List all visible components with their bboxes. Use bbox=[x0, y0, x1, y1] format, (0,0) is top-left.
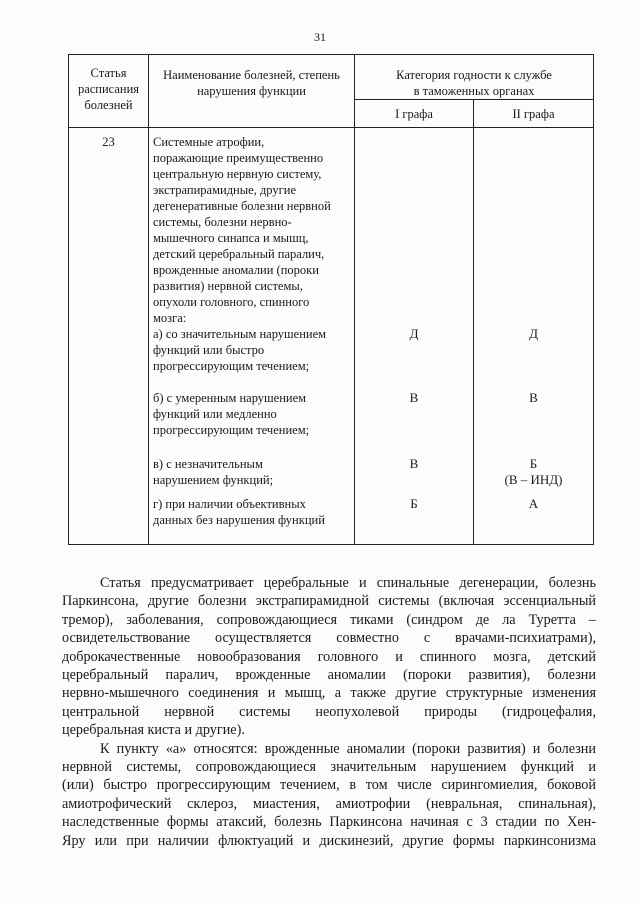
header-disease-name bbox=[149, 55, 355, 128]
paragraph-1-line: Статья предусматривает церебральные и спинальные дегенерации, болезнь bbox=[100, 575, 596, 591]
header-article-line: расписания bbox=[77, 82, 140, 96]
grade-1-a: Д bbox=[409, 326, 419, 341]
subitem-line: данных без нарушения функций bbox=[153, 513, 325, 527]
header-article bbox=[69, 55, 149, 128]
grade-1-b: В bbox=[409, 390, 419, 405]
paragraph-1-line: церебральный паралич, врожденные аномалии (пороки развития), болезни bbox=[62, 667, 596, 684]
grade-1-d: Б bbox=[410, 496, 418, 511]
intro-line: развития) нервной системы, bbox=[153, 279, 303, 293]
grade-2-c bbox=[474, 456, 593, 496]
paragraph-1-line: освидетельствование осуществляется совместно с врачами-психиатрами), bbox=[62, 630, 596, 647]
paragraph-2-line: нервной системы, сопровождающиеся значительным нарушением функций и bbox=[62, 759, 596, 776]
paragraph-1-line: тремор), заболевания, сопровождающиеся тиками (синдром де ла Туретта – bbox=[62, 611, 596, 628]
grade-2-b: В bbox=[529, 390, 538, 405]
subitem-line: прогрессирующим течением; bbox=[153, 423, 310, 437]
header-article-line: болезней bbox=[84, 98, 133, 112]
subitem-line: а) со значительным нарушением bbox=[153, 327, 327, 341]
intro-line: Системные атрофии, bbox=[153, 135, 265, 149]
grade-2-c-note: (В – ИНД) bbox=[504, 472, 563, 487]
subitem-b bbox=[153, 390, 350, 456]
disease-intro bbox=[153, 128, 350, 326]
grade-1-c: В bbox=[409, 456, 419, 471]
intro-line: системы, болезни нервно- bbox=[153, 215, 292, 229]
paragraph-1-line: Паркинсона, другие болезни экстрапирамидной системы (включая эссенциальный bbox=[62, 593, 596, 610]
intro-line: экстрапирамидные, другие bbox=[153, 183, 297, 197]
intro-line: врожденные аномалии (пороки bbox=[153, 263, 319, 277]
article-number: 23 bbox=[69, 128, 149, 545]
grade-2-c-value: Б bbox=[529, 456, 538, 471]
header-article-line: Статья bbox=[90, 66, 127, 80]
intro-line: поражающие преимущественно bbox=[153, 151, 324, 165]
subitem-line: б) с умеренным нарушением bbox=[153, 391, 307, 405]
disease-table bbox=[68, 54, 594, 545]
subitem-line: прогрессирующим течением; bbox=[153, 359, 310, 373]
paragraph-2-line: (или) быстро прогрессирующим течением, в том числе сирингомиелия, боковой bbox=[62, 777, 596, 794]
paragraph-2-line: наследственные формы атаксий, болезнь Паркинсона начиная с 3 стадии по Хен- bbox=[62, 814, 596, 831]
intro-line: дегенеративные болезни нервной bbox=[153, 199, 331, 213]
subitem-a bbox=[153, 326, 350, 390]
subitem-d bbox=[153, 496, 350, 544]
paragraph-2-line: К пункту «а» относятся: врожденные аномалии (пороки развития) и болезни bbox=[100, 740, 596, 757]
paragraph-2-line: Яру или при наличии флюктуаций и дискинезий, другие формы паркинсонизма bbox=[62, 832, 596, 849]
grade-2-a: Д bbox=[529, 326, 538, 341]
header-name-line: нарушения функции bbox=[197, 84, 306, 98]
paragraph-1-line: центральной нервной системы неопухолевой природы (гидроцефалия, bbox=[62, 703, 596, 720]
intro-line: детский церебральный паралич, bbox=[153, 247, 325, 261]
subitem-line: функций или быстро bbox=[153, 343, 265, 357]
header-row bbox=[69, 55, 594, 100]
paragraph-1-line: церебральная киста и другие). bbox=[62, 722, 245, 739]
body-text bbox=[62, 574, 596, 850]
header-category bbox=[355, 55, 594, 100]
intro-line: центральную нервную систему, bbox=[153, 167, 322, 181]
header-grade-2: II графа bbox=[474, 100, 594, 128]
grade-2-column bbox=[474, 128, 594, 545]
header-name-line: Наименование болезней, степень bbox=[163, 68, 340, 82]
paragraph-2-line: амиотрофический склероз, миастения, амиотрофии (невральная, спинальная), bbox=[62, 795, 596, 812]
header-grade-1: I графа bbox=[355, 100, 474, 128]
disease-description bbox=[149, 128, 355, 545]
page-number: 31 bbox=[314, 30, 326, 44]
article-row bbox=[69, 128, 594, 545]
subitem-line: г) при наличии объективных bbox=[153, 497, 306, 511]
subitem-line: в) с незначительным bbox=[153, 457, 263, 471]
header-category-line: в таможенных органах bbox=[413, 84, 535, 98]
subitem-line: нарушением функций; bbox=[153, 473, 274, 487]
grade-1-column bbox=[355, 128, 474, 545]
header-category-line: Категория годности к службе bbox=[396, 68, 552, 82]
grade-2-d: А bbox=[528, 496, 539, 511]
paragraph-1-line: доброкачественные новообразования головного и спинного мозга, детский bbox=[62, 648, 596, 665]
intro-line: мозга: bbox=[153, 311, 187, 325]
intro-line: мышечного синапса и мышц, bbox=[153, 231, 309, 245]
subitem-line: функций или медленно bbox=[153, 407, 277, 421]
intro-line: опухоли головного, спинного bbox=[153, 295, 310, 309]
paragraph-1-line: нервно-мышечного соединения и мышц, а также другие структурные изменения bbox=[62, 685, 596, 702]
subitem-c bbox=[153, 456, 350, 496]
